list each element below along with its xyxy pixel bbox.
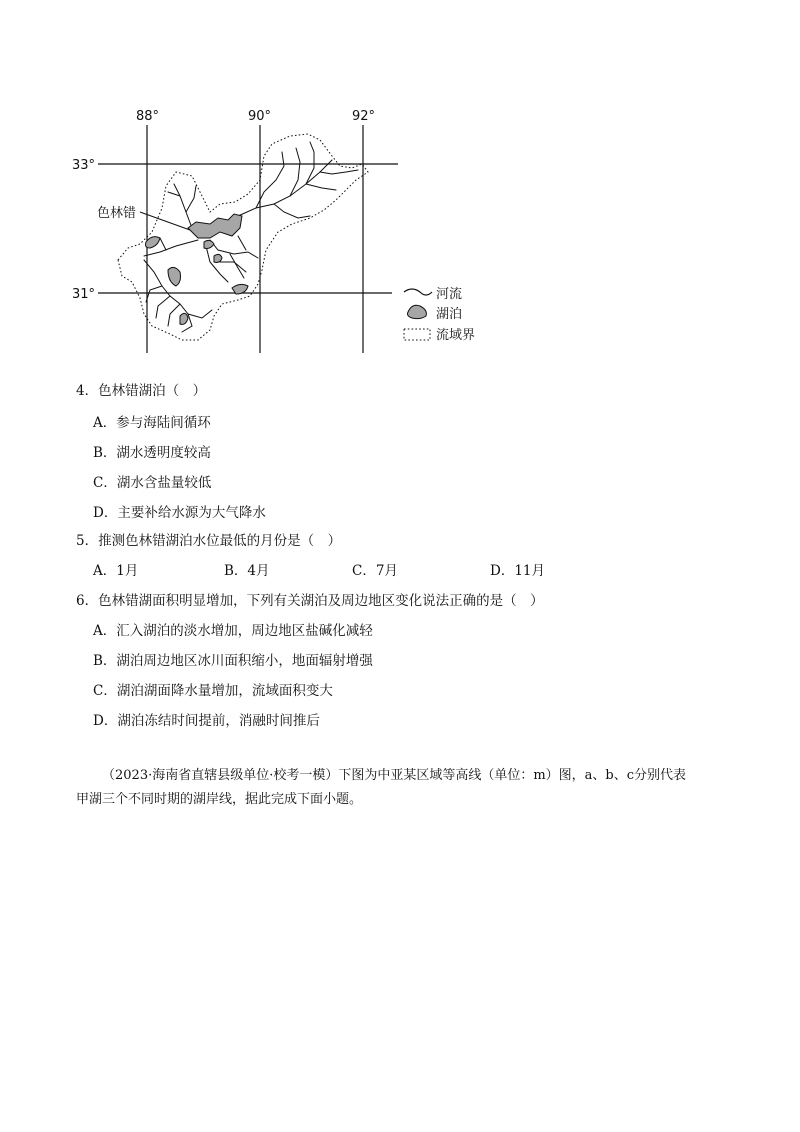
lat-label-31: 31° [72,287,96,302]
question-6-option-a: A．汇入湖泊的淡水增加，周边地区盐碱化减轻 [93,623,373,639]
next-section-intro [76,764,736,812]
question-6-option-c: C．湖泊湖面降水量增加，流域面积变大 [93,683,333,699]
lake-south [180,313,188,324]
question-4-option-b: B．湖水透明度较高 [93,445,211,461]
lake-label: 色林错 [97,206,137,221]
lon-label-90: 90° [248,109,272,124]
lake-east [214,254,222,262]
question-6-stem: 6．色林错湖面积明显增加，下列有关湖泊及周边地区变化说法正确的是（ ） [76,593,544,609]
legend-basin-label: 流域界 [436,328,476,343]
question-5-option-a: A．1月 [93,563,139,579]
lon-label-92: 92° [352,109,376,124]
question-4-stem: 4．色林错湖泊（ ） [76,383,207,399]
question-4-option-c: C．湖水含盐量较低 [93,475,212,491]
map-legend [404,286,475,343]
question-6-option-d: D．湖泊冻结时间提前，消融时间推后 [93,713,320,729]
lake-center [204,240,214,248]
basin-boundary-icon [404,329,430,340]
question-5-option-d: D．11月 [490,563,546,579]
question-6-option-b: B．湖泊周边地区冰川面积缩小，地面辐射增强 [93,653,373,669]
selin-co-lake [188,214,242,238]
question-5-stem: 5．推测色林错湖泊水位最低的月份是（ ） [76,533,342,549]
legend-lake-label: 湖泊 [436,307,463,322]
lake-basin-map [70,100,490,360]
intro-line-1: （2023·海南省直辖县级单位·校考一模）下图为中亚某区域等高线（单位：m）图，a、b、c分别代表 [102,768,687,783]
lake-west [146,237,161,248]
river-icon [404,289,432,295]
lat-label-33: 33° [72,158,96,173]
lakes [146,214,249,324]
map-svg [70,100,490,360]
lake-southwest [168,267,181,286]
question-5-option-c: C．7月 [352,563,398,579]
question-4-option-d: D．主要补给水源为大气降水 [93,505,266,521]
question-5-option-b: B．4月 [224,563,270,579]
lon-label-88: 88° [136,109,160,124]
intro-line-2: 甲湖三个不同时期的湖岸线，据此完成下面小题。 [76,792,363,807]
lake-icon [408,305,427,318]
legend-river-label: 河流 [436,287,463,302]
river-network [144,142,358,332]
question-4-option-a: A．参与海陆间循环 [93,415,211,431]
